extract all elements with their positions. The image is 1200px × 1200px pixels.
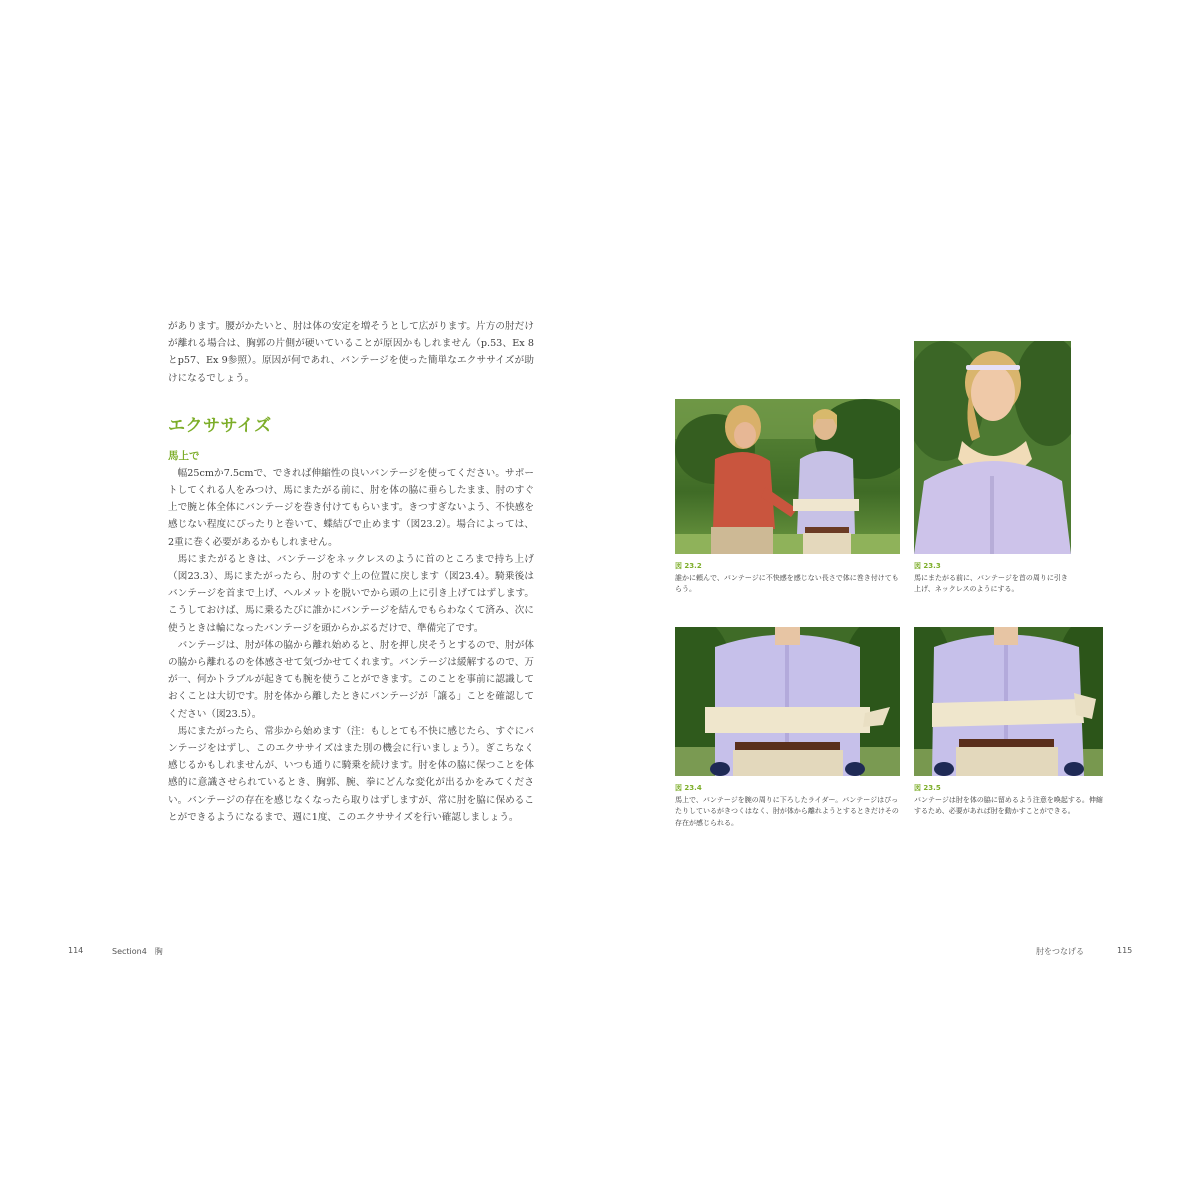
caption-fig-23-2 <box>675 561 900 596</box>
figure-label: 図 23.4 <box>675 784 702 792</box>
subsection-title: 馬上で <box>168 449 200 462</box>
left-text-column <box>168 318 534 826</box>
figure-caption: バンテージは肘を体の脇に留めるよう注意を喚起する。伸縮するため、必要があれば肘を動かすことができる。 <box>914 795 1103 815</box>
figure-label: 図 23.2 <box>675 562 702 570</box>
body-paragraph: バンテージは、肘が体の脇から離れ始めると、肘を押し戻そうとするので、肘が体の脇から離れるのを体感させて気づかせてくれます。バンテージは緩解するので、万が一、何かトラブルが起きても腕を使うことができます。このことを事前に認識しておくことは大切です。肘を体から離したときにバンテージが「譲る」ことを確認してください（図23.5）。 <box>168 639 534 720</box>
right-page <box>600 0 1200 1200</box>
photo-fig-23-4 <box>675 627 900 776</box>
caption-fig-23-5 <box>914 783 1103 818</box>
footer-section-label: Section4 胸 <box>112 947 163 956</box>
figure-caption: 馬にまたがる前に、バンテージを首の周りに引き上げ、ネックレスのようにする。 <box>914 573 1068 593</box>
footer-page-number-right: 115 <box>1117 946 1133 955</box>
footer-page-number-left: 114 <box>68 946 84 955</box>
photo-fig-23-2 <box>675 399 900 554</box>
body-paragraph: 馬にまたがるときは、バンテージをネックレスのように首のところまで持ち上げ（図23.3）、馬にまたがったら、肘のすぐ上の位置に戻します（図23.4）。騎乗後はバンテージを首まで上げ、ヘルメットを脱いでから頭の上に引き上げてはずします。こうしておけば、馬に乗るたびに誰かにバンテージを結んでもらわなくて済み、次に使うときは輪になったバンテージを頭からかぶるだけで、準備完了です。 <box>168 553 534 634</box>
footer-chapter-label: 肘をつなげる <box>1036 947 1084 956</box>
figure-label: 図 23.3 <box>914 562 941 570</box>
body-paragraph: 幅25cmか7.5cmで、できれば伸縮性の良いバンテージを使ってください。サポートしてくれる人をみつけ、馬にまたがる前に、肘を体の脇に垂らしたまま、肘のすぐ上で腕と体全体にバンテージを巻き付けてもらいます。きつすぎないよう、不快感を感じない程度にぴったりと巻いて、蝶結びで止めます（図23.2）。場合によっては、2重に巻く必要があるかもしれません。 <box>168 467 534 548</box>
figure-caption: 誰かに頼んで、バンテージに不快感を感じない長さで体に巻き付けてもらう。 <box>675 573 899 593</box>
photo-fig-23-5 <box>914 627 1103 776</box>
body-paragraph: 馬にまたがったら、常歩から始めます（注：もしとても不快に感じたら、すぐにバンテージをはずし、このエクササイズはまた別の機会に行いましょう）。ぎこちなく感じるかもしれませんが、いつも通りに騎乗を続けます。肘を体の脇に保つことを体感的に意識させられているとき、胸郭、腕、拳にどんな変化が出るかをみてください。バンテージの存在を感じなくなったら取りはずしますが、常に肘を脇に保めることができるようになるまで、週に1度、このエクササイズを行い確認しましょう。 <box>168 725 534 823</box>
figure-label: 図 23.5 <box>914 784 941 792</box>
caption-fig-23-3 <box>914 561 1074 596</box>
intro-paragraph: があります。腰がかたいと、肘は体の安定を増そうとして広がります。片方の肘だけが離れる場合は、胸郭の片側が硬いていることが原因かもしれません（p.53、Ex 8とp57、Ex 9参照）。原因が何であれ、バンテージを使った簡単なエクササイズが助けになるでしょう。 <box>168 321 534 384</box>
section-title: エクササイズ <box>168 415 272 436</box>
caption-fig-23-4 <box>675 783 900 829</box>
photo-fig-23-3 <box>914 341 1071 554</box>
figure-caption: 馬上で、バンテージを腕の周りに下ろしたライダー。バンテージはぴったりしているがきつくはなく、肘が体から離れようとするときだけその存在が感じられる。 <box>675 795 899 827</box>
